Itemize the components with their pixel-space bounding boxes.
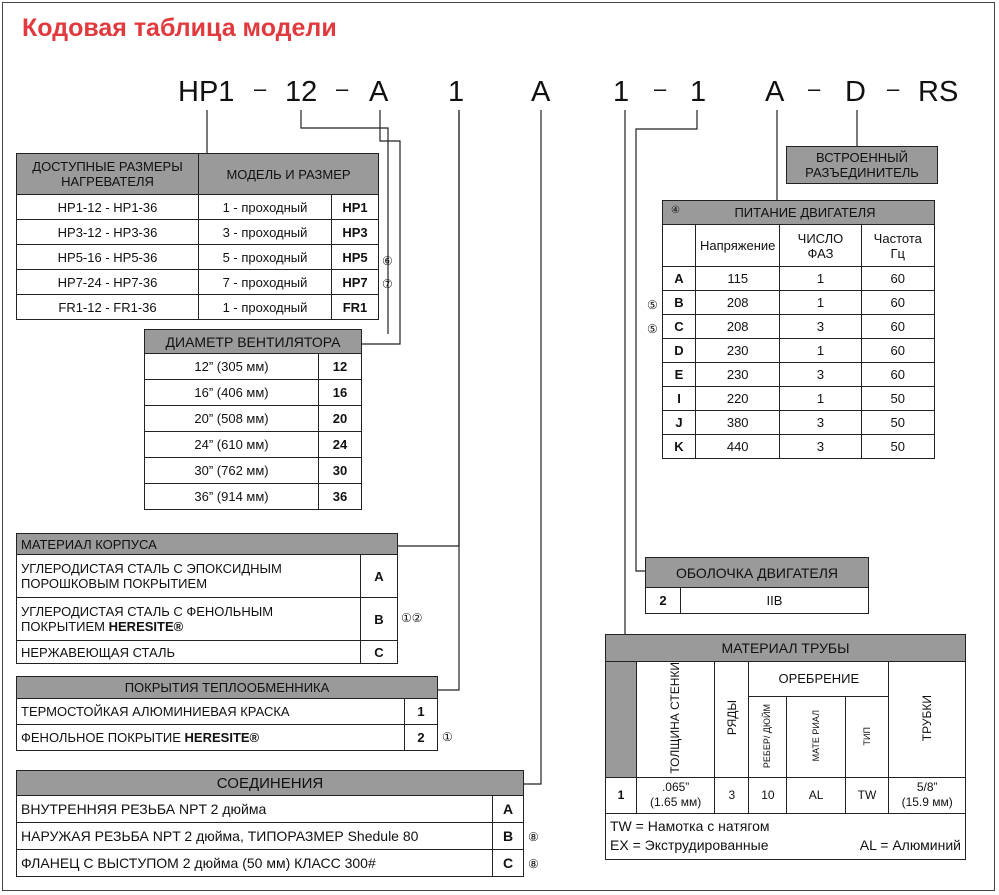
tube-material-table [605,634,966,860]
code-fan-diameter: 12 [285,76,318,108]
heresite-brand: HERESITE® [108,619,184,634]
footnote-6: ⑥ [382,254,393,268]
code-housing: A [369,76,389,108]
motor-code: B [663,291,696,315]
tube-rows-value: 3 [715,777,749,813]
housing-code: C [361,641,398,664]
tube-rows-header [715,662,749,778]
motor-code: C [663,315,696,339]
motor-voltage: 380 [696,411,780,435]
tube-tubes-label: ТРУБКИ [920,694,935,741]
housing-desc-text: УГЛЕРОДИСТАЯ СТАЛЬ С ФЕНОЛЬНЫМ ПОКРЫТИЕМ [21,604,274,634]
housing-header: МАТЕРИАЛ КОРПУСА [17,534,398,555]
motor-phase-header: ЧИСЛО ФАЗ [780,225,861,267]
size-range: FR1-12 - FR1-36 [17,295,199,320]
footnote-7: ⑦ [382,277,393,291]
motor-phase: 1 [780,387,861,411]
footnote-8: ⑧ [528,830,539,844]
motor-phase: 1 [780,291,861,315]
footnote-5: ⑤ [647,298,658,312]
motor-header [663,201,935,225]
code-dash: – [808,76,821,101]
conn-code: B [493,823,524,850]
size-desc: 5 - проходный [199,245,332,270]
motor-freq: 60 [861,339,934,363]
size-desc: 7 - проходный [199,270,332,295]
motor-phase: 3 [780,435,861,459]
motor-code: D [663,339,696,363]
size-range: HP5-16 - HP5-36 [17,245,199,270]
housing-desc-b [17,598,361,641]
code-enclosure: 1 [690,76,707,108]
fan-size: 24” (610 мм) [145,432,319,458]
size-range: HP1-12 - HP1-36 [17,195,199,220]
fan-size: 20” (508 мм) [145,406,319,432]
housing-code: B [361,598,398,641]
motor-voltage-header: Напряжение [696,225,780,267]
coating-desc-b [17,725,405,751]
conn-code: A [493,796,524,823]
code-tube: 1 [613,76,630,108]
tube-fin-header: ОРЕБРЕНИЕ [749,662,889,697]
connections-table [16,770,524,877]
motor-phase: 1 [780,339,861,363]
size-desc: 1 - проходный [199,295,332,320]
code-disconnect: D [845,76,866,108]
tube-legend [606,813,966,859]
model-size-header: МОДЕЛЬ И РАЗМЕР [199,154,379,195]
housing-code: A [361,555,398,598]
motor-voltage: 230 [696,339,780,363]
tube-mat-value: AL [787,777,845,813]
tube-legend-al: AL = Алюминий [859,837,961,854]
fan-size: 16” (406 мм) [145,380,319,406]
fan-size: 36” (914 мм) [145,484,319,510]
tube-code: 1 [606,777,637,813]
motor-voltage: 220 [696,387,780,411]
motor-freq: 60 [861,267,934,291]
housing-material-table [16,533,398,664]
size-range: HP7-24 - HP7-36 [17,270,199,295]
motor-phase: 3 [780,363,861,387]
fan-code: 16 [319,380,362,406]
code-dash: – [887,76,900,101]
fan-diameter-table [144,329,362,510]
code-dash: – [654,76,667,101]
conn-header: СОЕДИНЕНИЯ [17,771,524,796]
size-code: HP5 [332,245,379,270]
tube-legend-ex: EX = Экструдированные [610,837,769,854]
tube-tubes-header [889,662,966,778]
coating-code: 1 [405,699,438,725]
disconnect-label: ВСТРОЕННЫЙ РАЗЪЕДИНИТЕЛЬ [786,146,938,184]
tube-wall-header [637,662,715,778]
footnote-1: ① [442,730,453,744]
motor-voltage: 440 [696,435,780,459]
housing-desc: НЕРЖАВЕЮЩАЯ СТАЛЬ [17,641,361,664]
tube-fpi-header [749,696,787,777]
code-dash: – [254,76,267,101]
motor-code: A [663,267,696,291]
conn-code: C [493,850,524,877]
tube-tubes-value: 5/8” (15.9 мм) [889,777,966,813]
motor-supply-table [662,200,935,459]
code-motor: A [765,76,785,108]
size-code: HP7 [332,270,379,295]
footnote-4: ④ [671,205,680,216]
motor-phase: 3 [780,411,861,435]
motor-voltage: 208 [696,315,780,339]
code-coating: 1 [448,76,465,108]
tube-fpi-value: 10 [749,777,787,813]
size-desc: 3 - проходный [199,220,332,245]
motor-phase: 1 [780,267,861,291]
motor-code-col [663,225,696,267]
motor-freq: 60 [861,363,934,387]
code-dash: – [336,76,349,101]
tube-legend-tw: TW = Намотка с натягом [610,818,770,835]
fan-code: 30 [319,458,362,484]
fan-size: 12” (305 мм) [145,354,319,380]
tube-rows-label: РЯДЫ [724,700,739,736]
motor-header-text: ПИТАНИЕ ДВИГАТЕЛЯ [734,205,876,220]
footnote-8: ⑧ [528,857,539,871]
tube-type-label: ТИП [861,726,872,745]
motor-code: J [663,411,696,435]
motor-code: I [663,387,696,411]
tube-code-col [606,662,637,778]
fan-size: 30” (762 мм) [145,458,319,484]
tube-header: МАТЕРИАЛ ТРУБЫ [606,635,966,662]
enclosure-header: ОБОЛОЧКА ДВИГАТЕЛЯ [646,558,869,588]
code-heater-size: HP1 [178,76,235,108]
fan-code: 20 [319,406,362,432]
tube-mat-label: МАТЕ РИАЛ [810,710,821,762]
housing-desc: УГЛЕРОДИСТАЯ СТАЛЬ С ЭПОКСИДНЫМ ПОРОШКОВЫМ ПОКРЫТИЕМ [17,555,361,598]
coating-desc: ТЕРМОСТОЙКАЯ АЛЮМИНИЕВАЯ КРАСКА [17,699,405,725]
size-code: HP1 [332,195,379,220]
motor-enclosure-table [645,557,869,614]
tube-wall-value: .065” (1.65 мм) [637,777,715,813]
motor-freq-header: Частота Гц [861,225,934,267]
size-range: HP3-12 - HP3-36 [17,220,199,245]
tube-fpi-label: РЕБЕР/ ДЮЙМ [762,703,773,768]
coating-header: ПОКРЫТИЯ ТЕПЛООБМЕННИКА [17,677,438,699]
tube-type-value: TW [845,777,889,813]
fan-code: 24 [319,432,362,458]
fan-code: 12 [319,354,362,380]
conn-desc: ФЛАНЕЦ С ВЫСТУПОМ 2 дюйма (50 мм) КЛАСС 300# [17,850,493,877]
coating-table [16,676,438,751]
tube-type-header [845,696,889,777]
enclosure-value: IIB [681,588,869,614]
motor-freq: 50 [861,387,934,411]
heater-size-table [16,153,379,320]
tube-wall-label: ТОЛЩИНА СТЕНКИ [668,662,683,774]
motor-voltage: 208 [696,291,780,315]
coating-desc-text: ФЕНОЛЬНОЕ ПОКРЫТИЕ [21,730,181,745]
motor-freq: 60 [861,315,934,339]
coating-code: 2 [405,725,438,751]
conn-desc: НАРУЖАЯ РЕЗЬБА NPT 2 дюйма, ТИПОРАЗМЕР Shedule 80 [17,823,493,850]
motor-freq: 50 [861,435,934,459]
fan-code: 36 [319,484,362,510]
conn-desc: ВНУТРЕННЯЯ РЕЗЬБА NPT 2 дюйма [17,796,493,823]
tube-mat-header [787,696,845,777]
footnote-1-2: ①② [401,611,423,625]
motor-freq: 60 [861,291,934,315]
motor-voltage: 230 [696,363,780,387]
motor-freq: 50 [861,411,934,435]
fan-header: ДИАМЕТР ВЕНТИЛЯТОРА [145,330,362,354]
motor-code: E [663,363,696,387]
size-desc: 1 - проходный [199,195,332,220]
size-code: FR1 [332,295,379,320]
heresite-brand: HERESITE® [184,730,260,745]
code-options: RS [918,76,959,108]
motor-voltage: 115 [696,267,780,291]
heater-size-header: ДОСТУПНЫЕ РАЗМЕРЫ НАГРЕВАТЕЛЯ [17,154,199,195]
enclosure-code: 2 [646,588,681,614]
motor-code: K [663,435,696,459]
motor-phase: 3 [780,315,861,339]
tube-legend-row [610,836,961,855]
size-code: HP3 [332,220,379,245]
page-title: Кодовая таблица модели [22,14,337,42]
code-connections: A [531,76,551,108]
footnote-5: ⑤ [647,322,658,336]
